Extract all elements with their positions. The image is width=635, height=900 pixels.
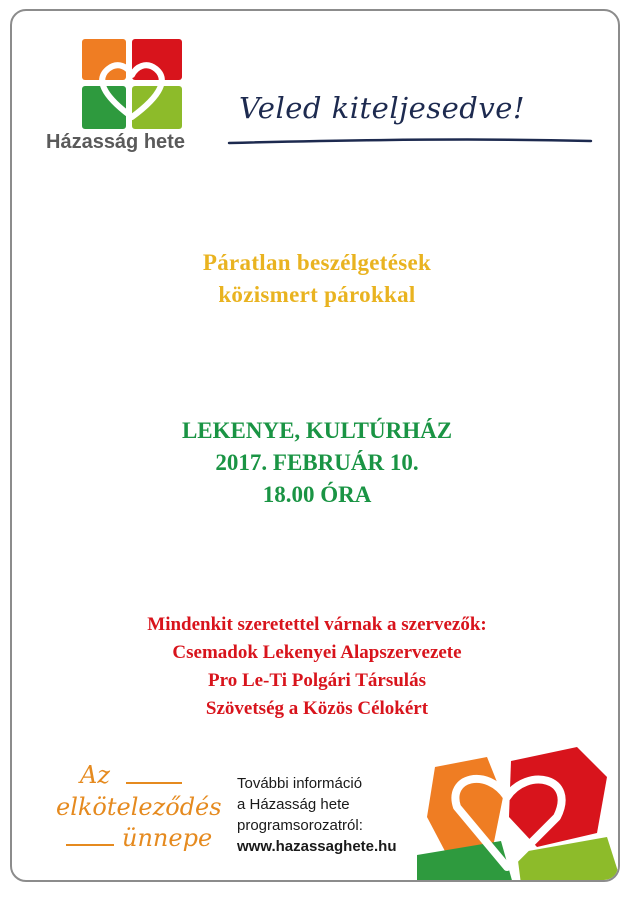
- event-details: [12, 415, 620, 511]
- more-info: [237, 773, 437, 857]
- logo-caption: Házasság hete: [46, 131, 185, 153]
- decorative-logo-shapes: [417, 737, 620, 882]
- tagline: [56, 751, 226, 871]
- event-date: 2017. FEBRUÁR 10.: [215, 450, 419, 475]
- hazassag-hete-logo: [82, 39, 182, 129]
- organizer: Szövetség a Közös Célokért: [205, 698, 429, 719]
- event-time: 18.00 ÓRA: [262, 482, 372, 507]
- website-link[interactable]: www.hazassaghete.hu: [237, 838, 397, 855]
- slogan: Veled kiteljesedve!: [239, 91, 526, 125]
- organizer: Pro Le-Ti Polgári Társulás: [208, 670, 426, 691]
- tagline-word-2: elköteleződés: [56, 793, 222, 821]
- invitation: [12, 611, 620, 723]
- tagline-rule: [126, 782, 182, 784]
- info-line-1: További információ: [237, 775, 363, 792]
- headline-line-2: közismert párokkal: [218, 282, 416, 307]
- event-place: LEKENYE, KULTÚRHÁZ: [181, 418, 453, 443]
- headline-line-1: Páratlan beszélgetések: [202, 250, 432, 275]
- slogan-underline: [225, 135, 595, 147]
- poster: [10, 9, 620, 882]
- tagline-rule: [66, 844, 114, 846]
- invitation-intro: Mindenkit szeretettel várnak a szervezők:: [147, 614, 487, 635]
- headline: [12, 247, 620, 311]
- organizer: Csemadok Lekenyei Alapszervezete: [172, 642, 462, 663]
- info-line-3: programsorozatról:: [237, 817, 363, 834]
- info-line-2: a Házasság hete: [237, 796, 350, 813]
- tagline-word-1: Az: [80, 761, 110, 789]
- tagline-word-3: ünnepe: [122, 824, 213, 852]
